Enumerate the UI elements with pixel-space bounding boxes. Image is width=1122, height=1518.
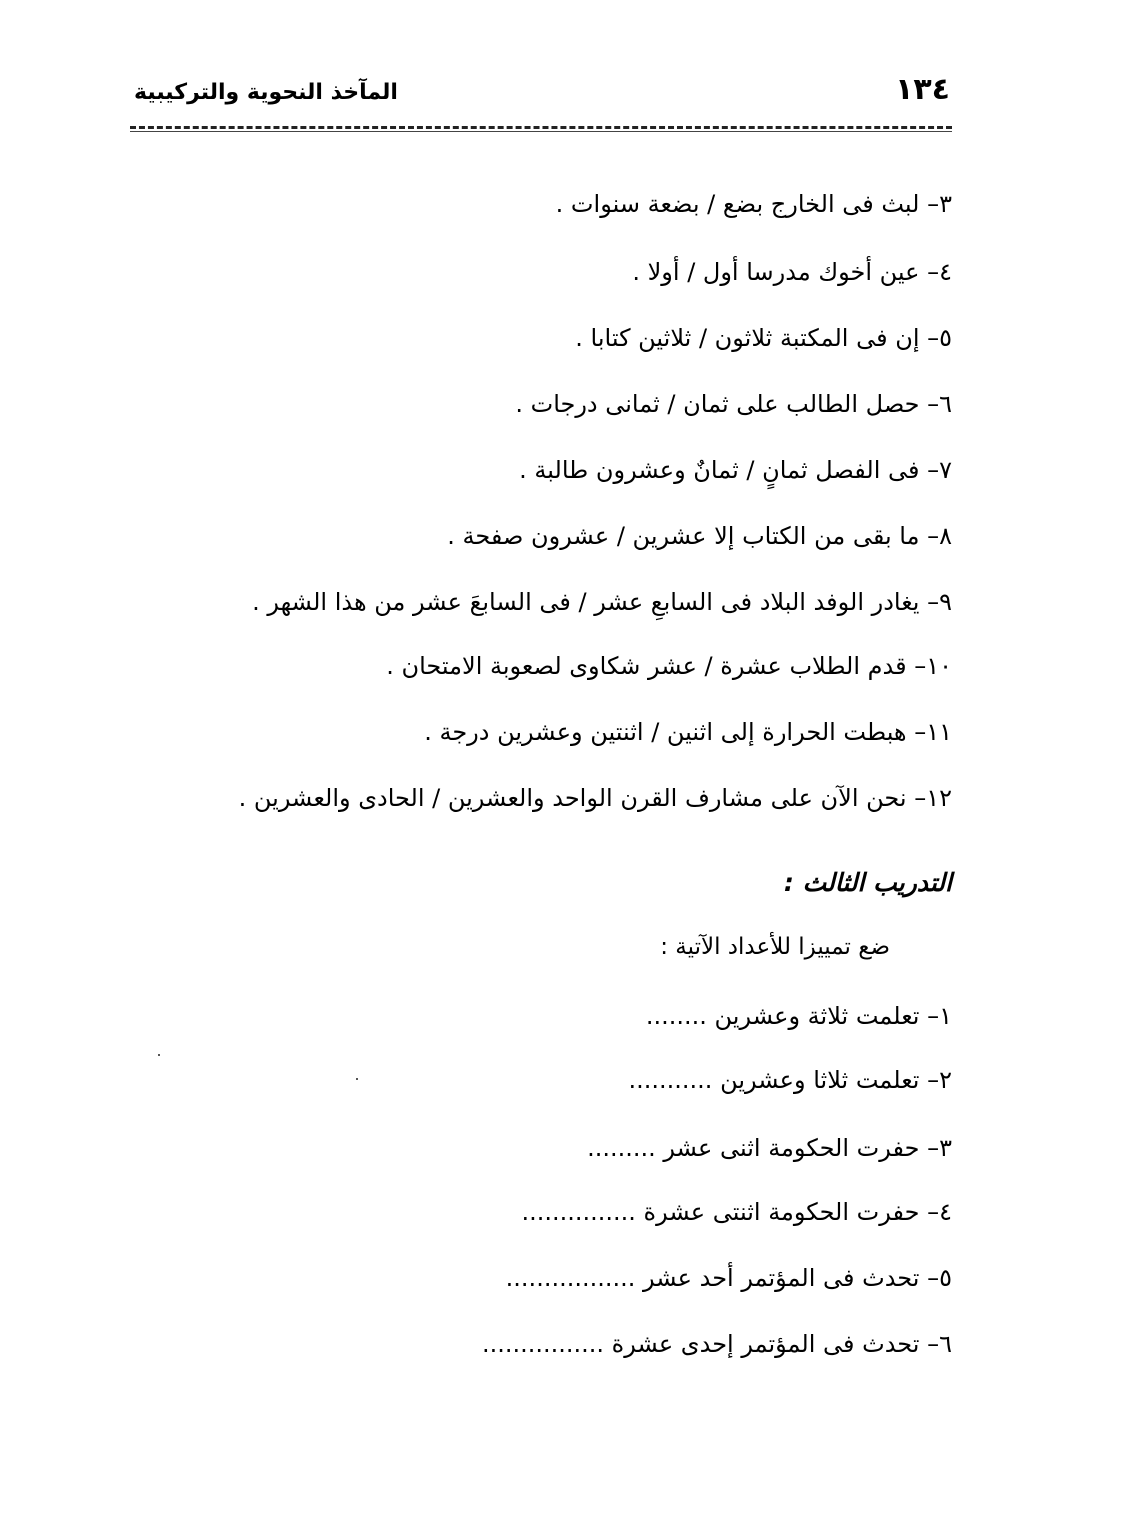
exercise-item: ٤– عين أخوك مدرسا أول / أولا .: [632, 258, 952, 286]
exercise-item: ٩– يغادر الوفد البلاد فى السابعِ عشر / فى السابعَ عشر من هذا الشهر .: [252, 588, 952, 616]
exercise-item: ٥– إن فى المكتبة ثلاثون / ثلاثين كتابا .: [575, 324, 952, 352]
exercise3-item: ٦– تحدث فى المؤتمر إحدى عشرة ................: [481, 1330, 952, 1358]
exercise-instruction: ضع تمييزا للأعداد الآتية :: [660, 934, 890, 960]
exercise3-item: ١– تعلمت ثلاثة وعشرين ........: [645, 1002, 952, 1030]
exercise-item: ٦– حصل الطالب على ثمان / ثمانى درجات .: [515, 390, 952, 418]
scan-speck: [158, 1054, 160, 1056]
exercise-item: ١١– هبطت الحرارة إلى اثنين / اثنتين وعشرين درجة .: [424, 718, 952, 746]
exercise-item: ٣– لبث فى الخارج بضع / بضعة سنوات .: [555, 190, 952, 218]
exercise3-item: ٤– حفرت الحكومة اثنتى عشرة ...............: [521, 1198, 952, 1226]
running-title: المآخذ النحوية والتركيبية: [134, 80, 398, 105]
header-divider-thin: [130, 131, 952, 132]
page-number: ١٣٤: [895, 72, 950, 107]
exercise-item: ٧– فى الفصل ثمانٍ / ثمانٌ وعشرون طالبة .: [519, 456, 952, 484]
exercise-item: ١٠– قدم الطلاب عشرة / عشر شكاوى لصعوبة الامتحان .: [386, 652, 952, 680]
scan-speck: [356, 1078, 358, 1080]
exercise3-item: ٣– حفرت الحكومة اثنى عشر .........: [587, 1134, 952, 1162]
exercise3-item: ٢– تعلمت ثلاثا وعشرين ...........: [628, 1066, 952, 1094]
exercise-item: ١٢– نحن الآن على مشارف القرن الواحد والعشرين / الحادى والعشرين .: [238, 784, 952, 812]
header-divider: [130, 126, 952, 129]
exercise-item: ٨– ما بقى من الكتاب إلا عشرين / عشرون صفحة .: [447, 522, 952, 550]
section-title: التدريب الثالث :: [783, 868, 952, 897]
exercise3-item: ٥– تحدث فى المؤتمر أحد عشر .................: [505, 1264, 952, 1292]
